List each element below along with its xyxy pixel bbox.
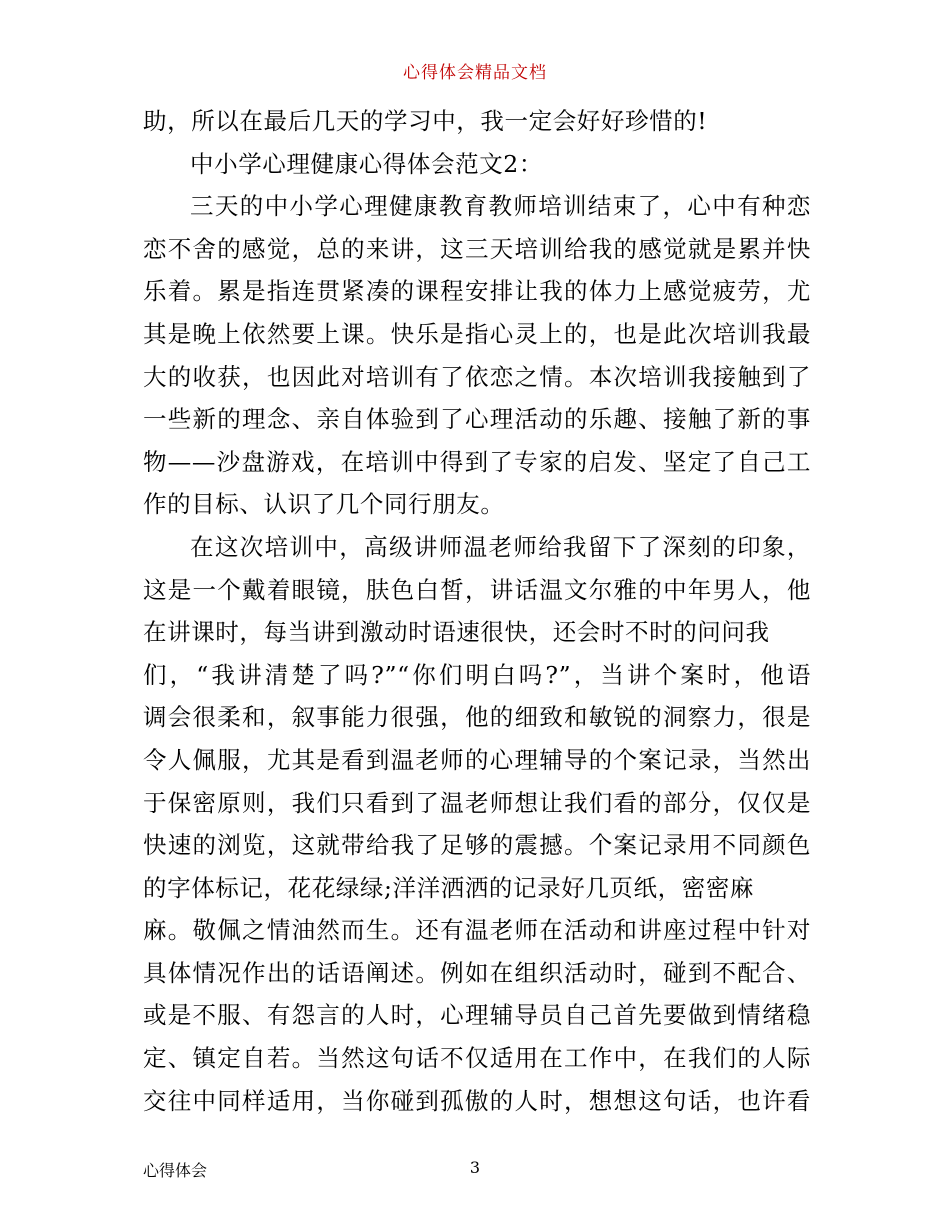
text-line: 于保密原则，我们只看到了温老师想让我们看的部分，仅仅是 [143,788,811,817]
text-line: 令人佩服，尤其是看到温老师的心理辅导的个案记录，当然出 [143,745,811,774]
text-line: 在这次培训中，高级讲师温老师给我留下了深刻的印象， [190,532,811,561]
text-line: 在讲课时，每当讲到激动时语速很快，还会时不时的问问我 [143,618,770,647]
text-line: 交往中同样适用，当你碰到孤傲的人时，想想这句话，也许看 [143,1086,811,1115]
text-line: 一些新的理念、亲自体验到了心理活动的乐趣、接触了新的事 [143,405,811,434]
text-line: 中小学心理健康心得体会范文2： [190,149,543,178]
text-line: 或是不服、有怨言的人时，心理辅导员自己首先要做到情绪稳 [143,1001,811,1030]
text-line: 们，“我讲清楚了吗?”“你们明白吗?”，当讲个案时，他语 [143,660,811,689]
text-line: 其是晚上依然要上课。快乐是指心灵上的，也是此次培训我最 [143,319,811,348]
document-body [143,100,811,1122]
text-line: 大的收获，也因此对培训有了依恋之情。本次培训我接触到了 [143,362,811,391]
text-line: 三天的中小学心理健康教育教师培训结束了，心中有种恋 [190,192,811,221]
page-header-title: 心得体会精品文档 [403,63,547,83]
text-line: 这是一个戴着眼镜，肤色白皙，讲话温文尔雅的中年男人，他 [143,575,811,604]
text-line: 具体情况作出的话语阐述。例如在组织活动时，碰到不配合、 [143,958,811,987]
text-line: 作的目标、认识了几个同行朋友。 [143,490,505,519]
footer-label: 心得体会 [143,1161,208,1180]
page-number: 3 [469,1158,481,1177]
text-line: 恋不舍的感觉，总的来讲，这三天培训给我的感觉就是累并快 [143,234,811,263]
text-line: 调会很柔和，叙事能力很强，他的细致和敏锐的洞察力，很是 [143,703,811,732]
text-line: 物——沙盘游戏，在培训中得到了专家的启发、坚定了自己工 [143,447,811,476]
text-line: 乐着。累是指连贯紧凑的课程安排让我的体力上感觉疲劳，尤 [143,277,811,306]
text-line: 助，所以在最后几天的学习中，我一定会好好珍惜的! [143,107,708,135]
text-line: 定、镇定自若。当然这句话不仅适用在工作中，在我们的人际 [143,1044,811,1073]
text-line: 快速的浏览，这就带给我了足够的震撼。个案记录用不同颜色 [143,831,811,860]
text-line: 的字体标记，花花绿绿;洋洋洒洒的记录好几页纸，密密麻 [143,873,755,902]
text-line: 麻。敬佩之情油然而生。还有温老师在活动和讲座过程中针对 [143,916,811,945]
